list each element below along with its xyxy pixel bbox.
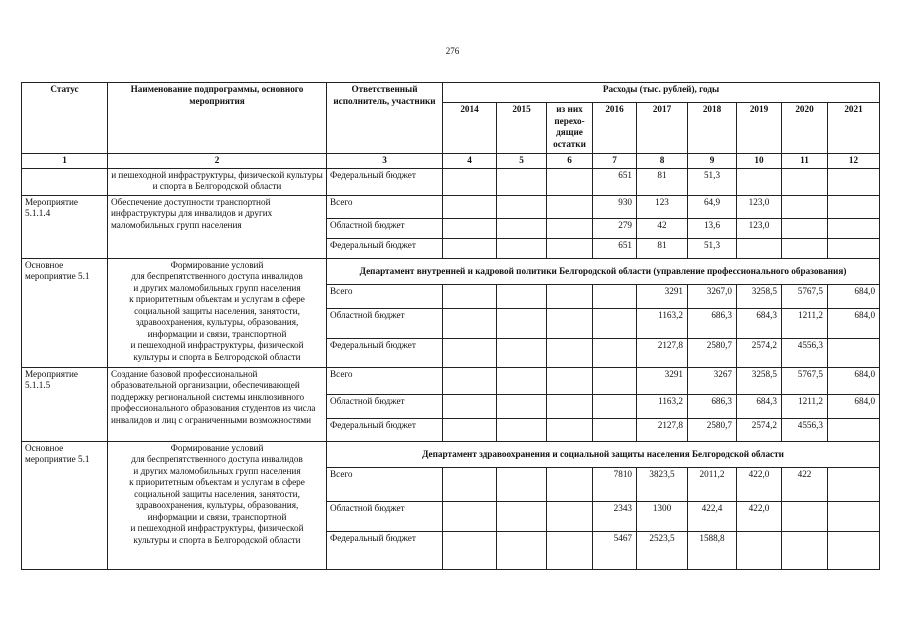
value-cell: 651 — [593, 238, 637, 258]
value-cell — [828, 338, 880, 367]
value-cell: 686,3 — [688, 394, 737, 418]
table-row — [22, 367, 880, 394]
value-cell — [497, 418, 547, 441]
value-cell: 686,3 — [688, 308, 737, 338]
value-cell — [593, 418, 637, 441]
value-cell: 81 — [637, 238, 688, 258]
value-cell: 684,0 — [828, 284, 880, 308]
column-numbers-row — [22, 154, 880, 169]
value-cell — [547, 418, 593, 441]
column-number: 6 — [547, 154, 593, 169]
value-cell — [547, 394, 593, 418]
value-cell: 2343 — [593, 501, 637, 531]
name-line: социальной защиты населения, занятости, — [134, 488, 300, 499]
table-row — [22, 168, 880, 195]
value-cell: 651 — [593, 168, 637, 195]
name-line: к приоритетным объектам и услугам в сфере — [129, 294, 305, 304]
name-line: и других маломобильных групп населения — [133, 282, 301, 293]
value-cell: 51,3 — [688, 238, 737, 258]
source-cell: Областной бюджет — [327, 501, 443, 531]
value-cell — [497, 238, 547, 258]
value-cell — [547, 238, 593, 258]
value-cell: 123,0 — [737, 195, 782, 218]
value-cell — [547, 501, 593, 531]
value-cell — [443, 394, 497, 418]
column-number: 1 — [22, 154, 108, 169]
value-cell — [782, 531, 828, 569]
value-cell: 1211,2 — [782, 394, 828, 418]
value-cell — [828, 418, 880, 441]
value-cell: 930 — [593, 195, 637, 218]
value-cell: 684,0 — [828, 308, 880, 338]
value-cell — [497, 195, 547, 218]
value-cell — [497, 531, 547, 569]
value-cell — [828, 218, 880, 238]
value-cell — [443, 338, 497, 367]
name-line: информации и связи, транспортной — [147, 511, 287, 522]
value-cell: 5767,5 — [782, 284, 828, 308]
table-row — [22, 195, 880, 218]
name-line: для беспрепятственного доступа инвалидов — [131, 271, 303, 281]
value-cell: 3267 — [688, 367, 737, 394]
value-cell: 2574,2 — [737, 418, 782, 441]
value-cell: 279 — [593, 218, 637, 238]
value-cell: 4556,3 — [782, 338, 828, 367]
value-cell: 1163,2 — [637, 394, 688, 418]
source-cell: Областной бюджет — [327, 218, 443, 238]
column-number: 4 — [443, 154, 497, 169]
value-cell: 684,3 — [737, 394, 782, 418]
value-cell: 684,0 — [828, 367, 880, 394]
value-cell — [443, 195, 497, 218]
value-cell: 64,9 — [688, 195, 737, 218]
value-cell — [443, 238, 497, 258]
page-number: 276 — [445, 46, 460, 56]
name-line: здравоохранения, культуры, образования, — [135, 317, 299, 327]
value-cell: 422,4 — [688, 501, 737, 531]
value-cell — [443, 418, 497, 441]
value-cell — [593, 394, 637, 418]
value-cell — [547, 308, 593, 338]
name-line: к приоритетным объектам и услугам в сфере — [129, 477, 305, 487]
value-cell: 51,3 — [688, 168, 737, 195]
value-cell: 1300 — [637, 501, 688, 531]
source-cell: Федеральный бюджет — [327, 238, 443, 258]
value-cell — [443, 467, 497, 501]
source-cell: Всего — [327, 467, 443, 501]
value-cell — [497, 338, 547, 367]
value-cell — [593, 308, 637, 338]
name-cell — [108, 441, 327, 569]
value-cell: 422,0 — [737, 501, 782, 531]
header-year: 2019 — [737, 103, 782, 154]
source-cell: Федеральный бюджет — [327, 531, 443, 569]
value-cell — [547, 195, 593, 218]
header-expenses: Расходы (тыс. рублей), годы — [443, 83, 880, 103]
value-cell: 42 — [637, 218, 688, 238]
value-cell — [547, 338, 593, 367]
value-cell — [497, 394, 547, 418]
header-year: 2015 — [497, 103, 547, 154]
value-cell — [737, 168, 782, 195]
department-header: Департамент внутренней и кадровой политики Белгородской области (управление профессионального образования) — [327, 258, 880, 284]
value-cell: 1588,8 — [688, 531, 737, 569]
value-cell — [497, 308, 547, 338]
name-line: и пешеходной инфраструктуры, физической — [130, 523, 304, 533]
value-cell — [782, 218, 828, 238]
value-cell: 2580,7 — [688, 338, 737, 367]
name-line: социальной защиты населения, занятости, — [134, 305, 300, 316]
header-year: 2021 — [828, 103, 880, 154]
status-cell — [22, 168, 108, 195]
value-cell — [497, 218, 547, 238]
value-cell: 5767,5 — [782, 367, 828, 394]
value-cell — [828, 238, 880, 258]
column-number: 8 — [637, 154, 688, 169]
value-cell: 123,0 — [737, 218, 782, 238]
value-cell: 3267,0 — [688, 284, 737, 308]
header-name: Наименование подпрограммы, основного мероприятия — [108, 83, 327, 154]
name-title: Формирование условий — [170, 442, 264, 453]
source-cell: Всего — [327, 367, 443, 394]
value-cell — [547, 367, 593, 394]
source-cell: Федеральный бюджет — [327, 418, 443, 441]
name-line: и пешеходной инфраструктуры, физической — [130, 340, 304, 350]
table-row — [22, 258, 880, 284]
header-status: Статус — [22, 83, 108, 154]
value-cell: 684,3 — [737, 308, 782, 338]
value-cell — [782, 501, 828, 531]
value-cell: 81 — [637, 168, 688, 195]
column-number: 7 — [593, 154, 637, 169]
header-year: 2014 — [443, 103, 497, 154]
header-year: 2018 — [688, 103, 737, 154]
value-cell — [547, 218, 593, 238]
value-cell — [497, 467, 547, 501]
value-cell: 3823,5 — [637, 467, 688, 501]
value-cell: 2127,8 — [637, 338, 688, 367]
value-cell: 2011,2 — [688, 467, 737, 501]
value-cell — [497, 501, 547, 531]
value-cell: 13,6 — [688, 218, 737, 238]
header-year: из них перехо-дящие остатки — [547, 103, 593, 154]
value-cell — [828, 195, 880, 218]
source-cell: Областной бюджет — [327, 394, 443, 418]
source-cell: Всего — [327, 195, 443, 218]
column-number: 2 — [108, 154, 327, 169]
header-year: 2016 — [593, 103, 637, 154]
header-executor: Ответственный исполнитель, участники — [327, 83, 443, 154]
name-title: Формирование условий — [170, 259, 264, 270]
name-line: информации и связи, транспортной — [147, 328, 287, 339]
value-cell — [547, 168, 593, 195]
name-cell: Создание базовой профессиональной образовательной организации, обеспечивающей поддержку региональной системы инклюзивного профессионального образования студентов из числа инвалидов и лиц с ограниченными возможностями — [108, 367, 327, 441]
value-cell — [443, 168, 497, 195]
value-cell — [737, 531, 782, 569]
value-cell — [593, 338, 637, 367]
value-cell: 2523,5 — [637, 531, 688, 569]
name-line: и других маломобильных групп населения — [133, 465, 301, 476]
table-row — [22, 441, 880, 467]
source-cell: Федеральный бюджет — [327, 338, 443, 367]
value-cell — [443, 501, 497, 531]
value-cell: 3291 — [637, 284, 688, 308]
status-cell: Мероприятие 5.1.1.4 — [22, 195, 108, 258]
name-line: культуры и спорта в Белгородской области — [133, 351, 301, 362]
name-cell — [108, 258, 327, 367]
value-cell — [547, 284, 593, 308]
value-cell: 3258,5 — [737, 367, 782, 394]
value-cell: 3291 — [637, 367, 688, 394]
value-cell — [497, 284, 547, 308]
column-number: 9 — [688, 154, 737, 169]
value-cell: 1163,2 — [637, 308, 688, 338]
value-cell — [828, 501, 880, 531]
name-line: здравоохранения, культуры, образования, — [135, 500, 299, 510]
value-cell — [593, 284, 637, 308]
name-cell: Обеспечение доступности транспортной инфраструктуры для инвалидов и других маломобильных групп населения — [108, 195, 327, 258]
status-cell: Основное мероприятие 5.1 — [22, 441, 108, 569]
column-number: 12 — [828, 154, 880, 169]
value-cell — [497, 367, 547, 394]
value-cell: 422 — [782, 467, 828, 501]
value-cell: 422,0 — [737, 467, 782, 501]
value-cell — [497, 168, 547, 195]
source-cell: Всего — [327, 284, 443, 308]
value-cell: 3258,5 — [737, 284, 782, 308]
name-line: культуры и спорта в Белгородской области — [133, 534, 301, 545]
value-cell — [828, 467, 880, 501]
value-cell — [782, 238, 828, 258]
source-cell: Федеральный бюджет — [327, 168, 443, 195]
value-cell — [782, 195, 828, 218]
value-cell — [737, 238, 782, 258]
name-cell: и пешеходной инфраструктуры, физической культуры и спорта в Белгородской области — [108, 168, 327, 195]
column-number: 11 — [782, 154, 828, 169]
value-cell — [547, 531, 593, 569]
value-cell — [547, 467, 593, 501]
value-cell — [443, 308, 497, 338]
value-cell — [828, 531, 880, 569]
value-cell: 5467 — [593, 531, 637, 569]
name-line: для беспрепятственного доступа инвалидов — [131, 454, 303, 464]
value-cell — [593, 367, 637, 394]
value-cell: 684,0 — [828, 394, 880, 418]
column-number: 5 — [497, 154, 547, 169]
column-number: 10 — [737, 154, 782, 169]
header-year: 2017 — [637, 103, 688, 154]
department-header: Департамент здравоохранения и социальной защиты населения Белгородской области — [327, 441, 880, 467]
value-cell — [782, 168, 828, 195]
value-cell: 2127,8 — [637, 418, 688, 441]
value-cell — [828, 168, 880, 195]
status-cell: Мероприятие 5.1.1.5 — [22, 367, 108, 441]
value-cell: 1211,2 — [782, 308, 828, 338]
column-number: 3 — [327, 154, 443, 169]
value-cell: 2580,7 — [688, 418, 737, 441]
status-cell: Основное мероприятие 5.1 — [22, 258, 108, 367]
source-cell: Областной бюджет — [327, 308, 443, 338]
value-cell — [443, 367, 497, 394]
value-cell — [443, 284, 497, 308]
value-cell — [443, 531, 497, 569]
value-cell: 123 — [637, 195, 688, 218]
value-cell: 4556,3 — [782, 418, 828, 441]
value-cell: 2574,2 — [737, 338, 782, 367]
header-year: 2020 — [782, 103, 828, 154]
value-cell — [443, 218, 497, 238]
budget-table — [21, 82, 880, 570]
value-cell: 7810 — [593, 467, 637, 501]
